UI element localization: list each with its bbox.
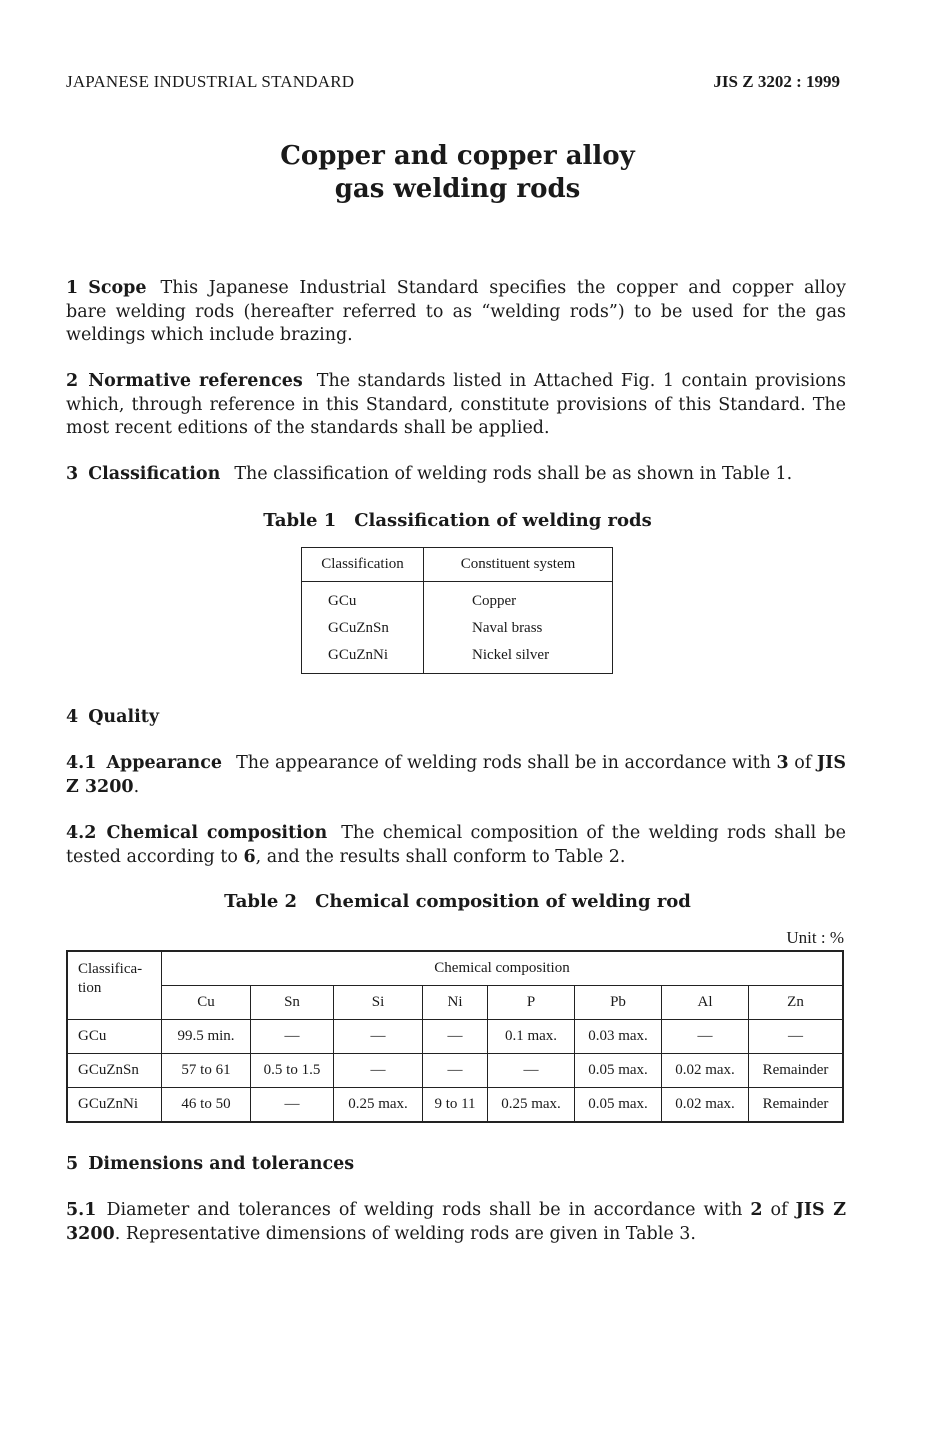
table-cell: Remainder — [749, 1088, 844, 1123]
table-cell: — — [251, 1088, 334, 1123]
section-text: . Representative dimensions of welding rods are given in Table 3. — [114, 1223, 696, 1244]
section-title: Normative references — [88, 371, 303, 391]
section-4-quality — [66, 706, 846, 730]
clause-reference: 2 — [750, 1200, 763, 1220]
section-number: 4.1 — [66, 753, 97, 773]
table-cell: — — [423, 1054, 488, 1088]
table-cell: 0.05 max. — [575, 1054, 662, 1088]
table-cell: 0.5 to 1.5 — [251, 1054, 334, 1088]
table-cell: 0.05 max. — [575, 1088, 662, 1123]
section-text: The classification of welding rods shall be as shown in Table 1. — [234, 464, 793, 484]
table-row — [67, 1054, 843, 1088]
clause-reference: 6 — [243, 846, 256, 867]
table-cell: 57 to 61 — [162, 1054, 251, 1088]
table-2-caption-title: Chemical composition of welding rod — [315, 891, 691, 912]
page-title — [0, 140, 915, 206]
table-2-caption-number: Table 2 — [224, 891, 298, 912]
table-cell-classification: GCu — [67, 1020, 162, 1054]
section-text: Diameter and tolerances of welding rods shall be in accordance with — [106, 1200, 751, 1220]
table-cell: 0.25 max. — [488, 1088, 575, 1123]
section-text: This Japanese Industrial Standard specifies the copper and copper alloy bare welding rods (hereafter referred to as “welding rods”) to be used for the gas weldings which include brazing. — [66, 278, 846, 345]
table-cell: — — [488, 1054, 575, 1088]
table-cell: — — [334, 1020, 423, 1054]
section-text: The standards listed in Attached Fig. 1 contain provisions which, through reference in this Standard, constitute provisions of this Standard. The most recent editions of the standards shall be applied. — [66, 371, 846, 438]
standard-number: JIS Z 3202 : 1999 — [713, 72, 840, 91]
section-number: 3 — [66, 464, 79, 484]
table-cell: 0.1 max. — [488, 1020, 575, 1054]
table-cell: Remainder — [749, 1054, 844, 1088]
table-cell: — — [334, 1054, 423, 1088]
section-3-classification — [66, 463, 866, 487]
section-text: of — [762, 1200, 796, 1220]
column-header-zn: Zn — [749, 986, 844, 1020]
clause-reference: 3 — [776, 753, 789, 773]
unit-label: Unit : % — [786, 928, 844, 947]
table-row — [302, 582, 613, 616]
table-2-header-classification: Classifica-tion — [67, 951, 162, 1020]
table-cell: 99.5 min. — [162, 1020, 251, 1054]
column-header-al: Al — [662, 986, 749, 1020]
table-1-caption — [0, 510, 915, 531]
table-1-caption-number: Table 1 — [263, 510, 337, 531]
table-cell: — — [251, 1020, 334, 1054]
title-line-1: Copper and copper alloy — [280, 141, 635, 171]
table-2-header-chemical-composition: Chemical composition — [162, 951, 844, 986]
table-1-header-constituent-system: Constituent system — [424, 548, 613, 582]
table-1-caption-title: Classification of welding rods — [354, 510, 652, 531]
title-line-2: gas welding rods — [334, 174, 581, 204]
section-text: of — [788, 753, 817, 773]
table-cell: Naval brass — [424, 615, 613, 642]
section-title: Scope — [88, 278, 147, 298]
table-row — [302, 642, 613, 674]
table-cell: 0.02 max. — [662, 1054, 749, 1088]
table-cell: Nickel silver — [424, 642, 613, 674]
section-number: 5 — [66, 1154, 79, 1174]
column-header-pb: Pb — [575, 986, 662, 1020]
table-row — [67, 1020, 843, 1054]
section-4-2-chemical-composition — [66, 822, 846, 869]
column-header-ni: Ni — [423, 986, 488, 1020]
section-number: 4 — [66, 707, 79, 727]
table-cell-classification: GCuZnNi — [67, 1088, 162, 1123]
table-cell: 46 to 50 — [162, 1088, 251, 1123]
column-header-p: P — [488, 986, 575, 1020]
table-cell: — — [662, 1020, 749, 1054]
standard-org-label: JAPANESE INDUSTRIAL STANDARD — [66, 72, 355, 91]
section-text: . — [133, 776, 140, 797]
section-number: 1 — [66, 278, 79, 298]
section-text: , and the results shall conform to Table 2. — [255, 846, 626, 867]
section-number: 4.2 — [66, 823, 97, 843]
chemical-composition-table — [66, 950, 844, 1123]
section-4-1-appearance — [66, 752, 846, 799]
section-number: 5.1 — [66, 1200, 97, 1220]
table-cell: 0.02 max. — [662, 1088, 749, 1123]
section-text: The appearance of welding rods shall be in accordance with — [236, 753, 777, 773]
section-title: Appearance — [106, 753, 223, 773]
table-cell: — — [749, 1020, 844, 1054]
standard-reference: JIS Z 3200 — [66, 1200, 846, 1244]
section-2-normative-references — [66, 370, 846, 441]
section-text: The chemical composition of the welding rods shall be tested according to — [66, 823, 846, 867]
column-header-cu: Cu — [162, 986, 251, 1020]
table-cell: Copper — [424, 582, 613, 616]
table-cell: — — [423, 1020, 488, 1054]
section-1-scope — [66, 277, 846, 348]
table-cell: 0.25 max. — [334, 1088, 423, 1123]
table-row — [67, 1088, 843, 1123]
table-2-caption — [0, 891, 915, 912]
table-row — [302, 615, 613, 642]
table-cell: 0.03 max. — [575, 1020, 662, 1054]
section-title: Chemical composition — [106, 823, 328, 843]
standard-reference: JIS Z 3200 — [66, 753, 846, 797]
section-title: Quality — [88, 707, 160, 727]
section-number: 2 — [66, 371, 79, 391]
table-cell-classification: GCuZnSn — [67, 1054, 162, 1088]
table-cell: 9 to 11 — [423, 1088, 488, 1123]
table-cell: GCu — [302, 582, 424, 616]
section-5-1-diameter — [66, 1199, 846, 1246]
column-header-sn: Sn — [251, 986, 334, 1020]
section-title: Dimensions and tolerances — [88, 1154, 355, 1174]
table-1-header-classification: Classification — [302, 548, 424, 582]
classification-table — [301, 547, 613, 674]
section-5-dimensions-and-tolerances — [66, 1153, 846, 1177]
section-title: Classification — [88, 464, 221, 484]
table-cell: GCuZnNi — [302, 642, 424, 674]
table-cell: GCuZnSn — [302, 615, 424, 642]
column-header-si: Si — [334, 986, 423, 1020]
